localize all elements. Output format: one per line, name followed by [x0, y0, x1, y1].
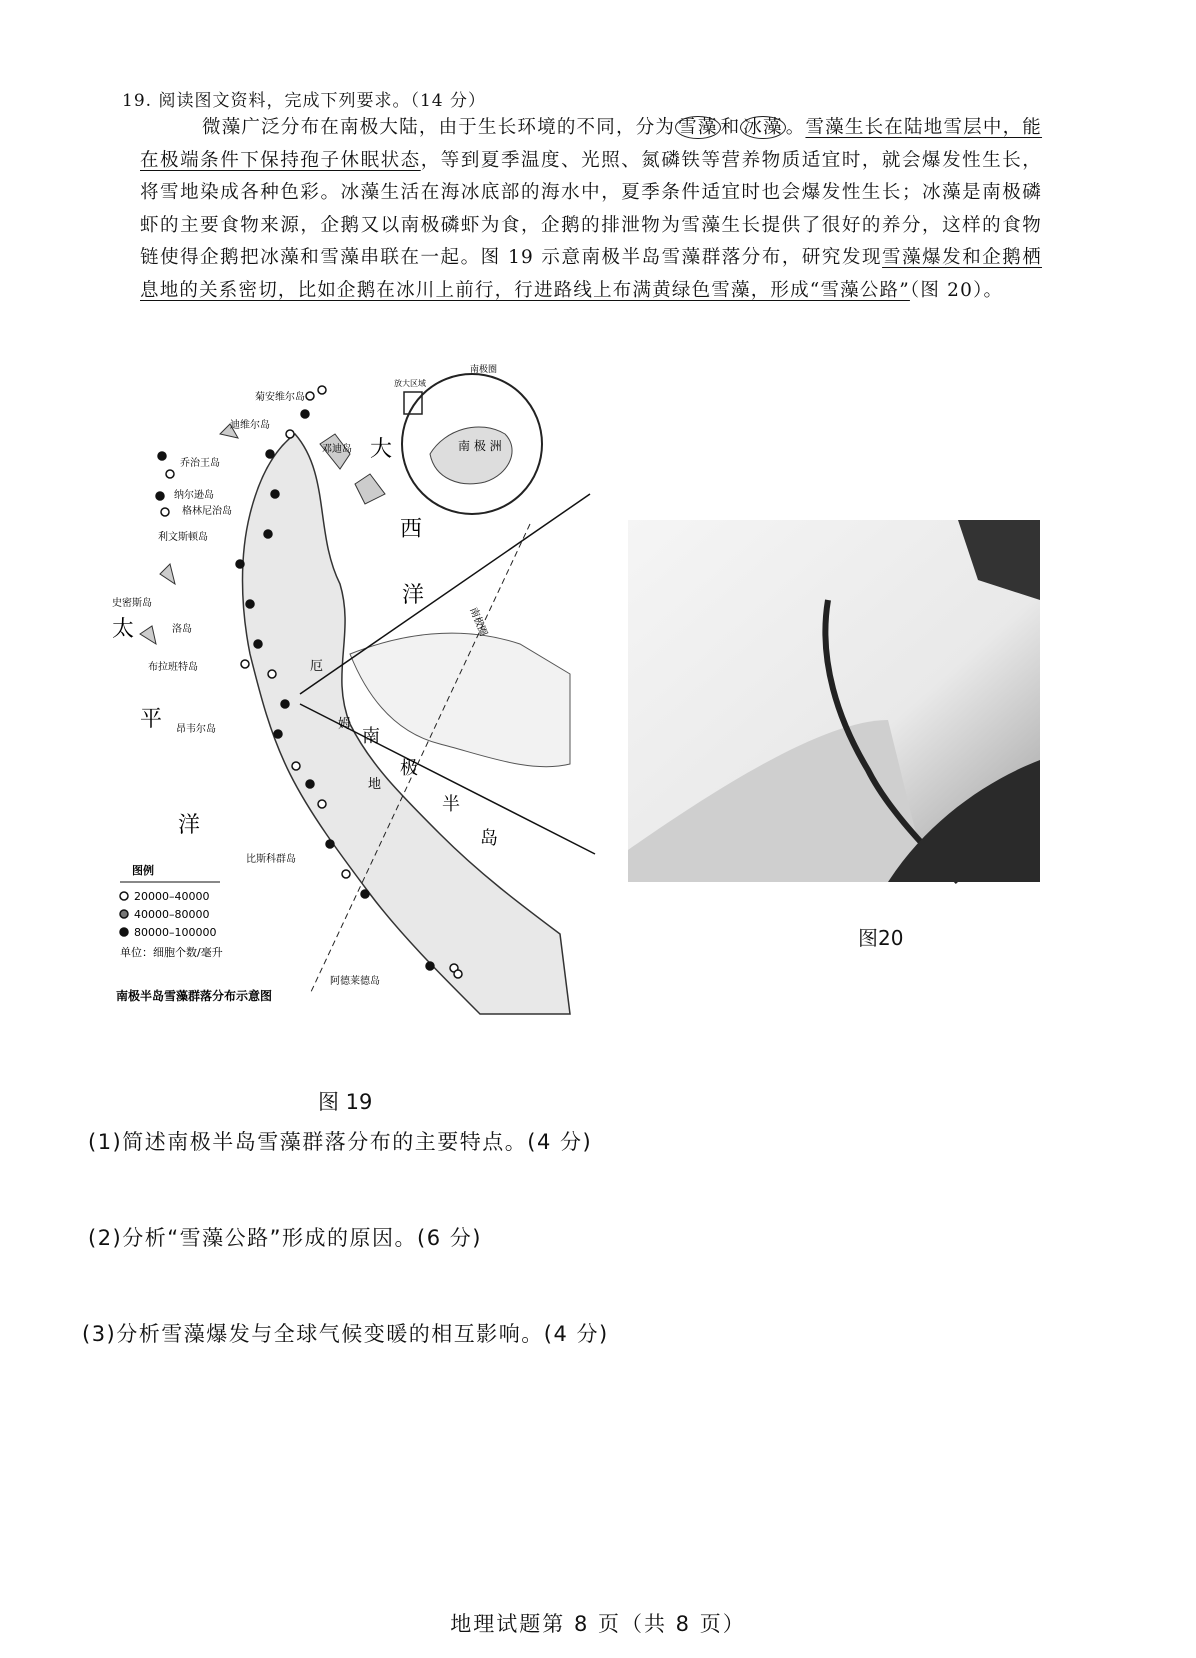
sample-dot-high: [158, 452, 166, 460]
question-heading: 19. 阅读图文资料，完成下列要求。（14 分）: [122, 91, 486, 111]
sample-dot-high: [301, 410, 309, 418]
pacific-char-3: 洋: [178, 813, 201, 838]
sample-dot-low: [318, 800, 326, 808]
sample-dot-high: [361, 890, 369, 898]
legend-low-swatch: [120, 892, 128, 900]
pacific-char-2: 平: [140, 707, 163, 732]
sample-dot-high: [281, 700, 289, 708]
figure-20-caption: 图20: [858, 926, 904, 950]
peninsula-char-3: 半: [442, 794, 460, 815]
legend-mid-label: 40000–80000: [134, 908, 210, 921]
island-label: 菊安维尔岛: [255, 392, 305, 403]
pacific-char-1: 太: [112, 617, 135, 642]
passage-underline-1: 雪藻生长在陆地雪层中，能在极端条件下保持孢子休眠状态: [140, 117, 1043, 171]
sample-dot-low: [268, 670, 276, 678]
sample-dot-low: [166, 470, 174, 478]
legend-title: 图例: [132, 864, 154, 877]
antarctic-circle-label: 南极圈: [467, 606, 489, 638]
sample-dot-high: [264, 530, 272, 538]
passage-part-d: ，等到夏季温度、光照、氮磷铁等营养物质适宜时，就会爆发性生长，将雪地染成各种色彩。冰藻生活在海冰底部的海水中，夏季条件适宜时也会爆发性生长；冰藻是南极磷虾的主要食物来源，企鹅又以南极磷虾为食，企鹅的排泄物为雪藻生长提供了很好的养分，这样的食物链使得企鹅把冰藻和雪藻串联在一起。图 19 示意南极半岛雪藻群落分布，研究发现: [140, 149, 1042, 269]
sample-dot-low: [241, 660, 249, 668]
sample-dot-low: [454, 970, 462, 978]
island-label: 邓迪岛: [322, 444, 352, 455]
atlantic-char-3: 洋: [402, 583, 425, 608]
sub-question-1: (1)简述南极半岛雪藻群落分布的主要特点。(4 分): [88, 1130, 593, 1154]
sub-question-3: (3)分析雪藻爆发与全球气候变暖的相互影响。(4 分): [82, 1322, 609, 1346]
island-label: 布拉班特岛: [148, 662, 198, 673]
snow-algae-map: [100, 365, 600, 1034]
sample-dot-low: [318, 386, 326, 394]
sub-question-2: (2)分析“雪藻公路”形成的原因。(6 分): [88, 1226, 482, 1250]
island-label: 利文斯顿岛: [158, 532, 208, 543]
sample-dot-high: [266, 450, 274, 458]
sample-dot-low: [342, 870, 350, 878]
snow-algae-term: 雪藻: [675, 116, 720, 139]
legend-unit: 单位：细胞个数/毫升: [120, 946, 223, 959]
atlantic-char-1: 大: [370, 437, 393, 462]
sample-dot-high: [426, 962, 434, 970]
sample-dot-low: [286, 430, 294, 438]
island-label: 阿德莱德岛: [330, 976, 380, 987]
peninsula-char-4: 岛: [480, 828, 498, 849]
legend-high-label: 80000–100000: [134, 926, 217, 939]
peninsula-char-2: 极: [400, 758, 418, 779]
page-footer: 地理试题第 8 页（共 8 页）: [450, 1612, 746, 1636]
sample-dot-high: [271, 490, 279, 498]
island-label: 比斯科群岛: [246, 854, 296, 865]
mountain-char-1: 厄: [310, 659, 324, 674]
peninsula-char-1: 南: [362, 726, 380, 747]
island-label: 洛岛: [172, 624, 192, 635]
inset-title: 南极圈: [470, 365, 498, 375]
sample-dot-high: [236, 560, 244, 568]
sample-dot-high: [326, 840, 334, 848]
inset-box-label: 放大区域: [394, 379, 426, 388]
snow-algae-road-photo: [628, 520, 1040, 882]
sample-dot-low: [292, 762, 300, 770]
sample-dot-high: [246, 600, 254, 608]
ice-algae-term: 冰藻: [740, 116, 785, 139]
passage-part-a: 微藻广泛分布在南极大陆，由于生长环境的不同，分为: [202, 117, 676, 138]
legend-mid-swatch: [120, 910, 128, 918]
island-label: 史密斯岛: [112, 598, 152, 609]
map-subtitle: 南极半岛雪藻群落分布示意图: [116, 989, 273, 1003]
passage-part-f: （图 20）。: [909, 279, 1004, 301]
passage-underline-2: 雪藻爆发和企鹅栖息地的关系密切，比如企鹅在冰川上前行，行进路线上布满黄绿色雪藻，形成“雪藻公路”: [140, 247, 1042, 301]
sample-dot-low: [306, 392, 314, 400]
sample-dot-low: [161, 508, 169, 516]
passage-part-b: 。: [785, 117, 806, 138]
legend-high-swatch: [120, 928, 128, 936]
island-label: 迪维尔岛: [230, 420, 270, 431]
figure-19-caption: 图 19: [318, 1090, 373, 1114]
mountain-char-2: 姆: [338, 717, 352, 732]
passage-and: 和: [720, 117, 741, 138]
legend-low-label: 20000–40000: [134, 890, 210, 903]
sample-dot-high: [156, 492, 164, 500]
island-label: 昂韦尔岛: [176, 724, 216, 735]
atlantic-char-2: 西: [400, 517, 423, 542]
island-label: 乔治王岛: [180, 458, 220, 469]
inset-continent-label: 南 极 洲: [458, 439, 502, 453]
island-label: 格林尼治岛: [182, 506, 232, 517]
sample-dot-high: [306, 780, 314, 788]
island-label: 纳尔逊岛: [174, 490, 214, 501]
question-passage: [140, 112, 1042, 308]
mountain-char-3: 地: [368, 777, 382, 792]
sample-dot-high: [254, 640, 262, 648]
sample-dot-high: [274, 730, 282, 738]
